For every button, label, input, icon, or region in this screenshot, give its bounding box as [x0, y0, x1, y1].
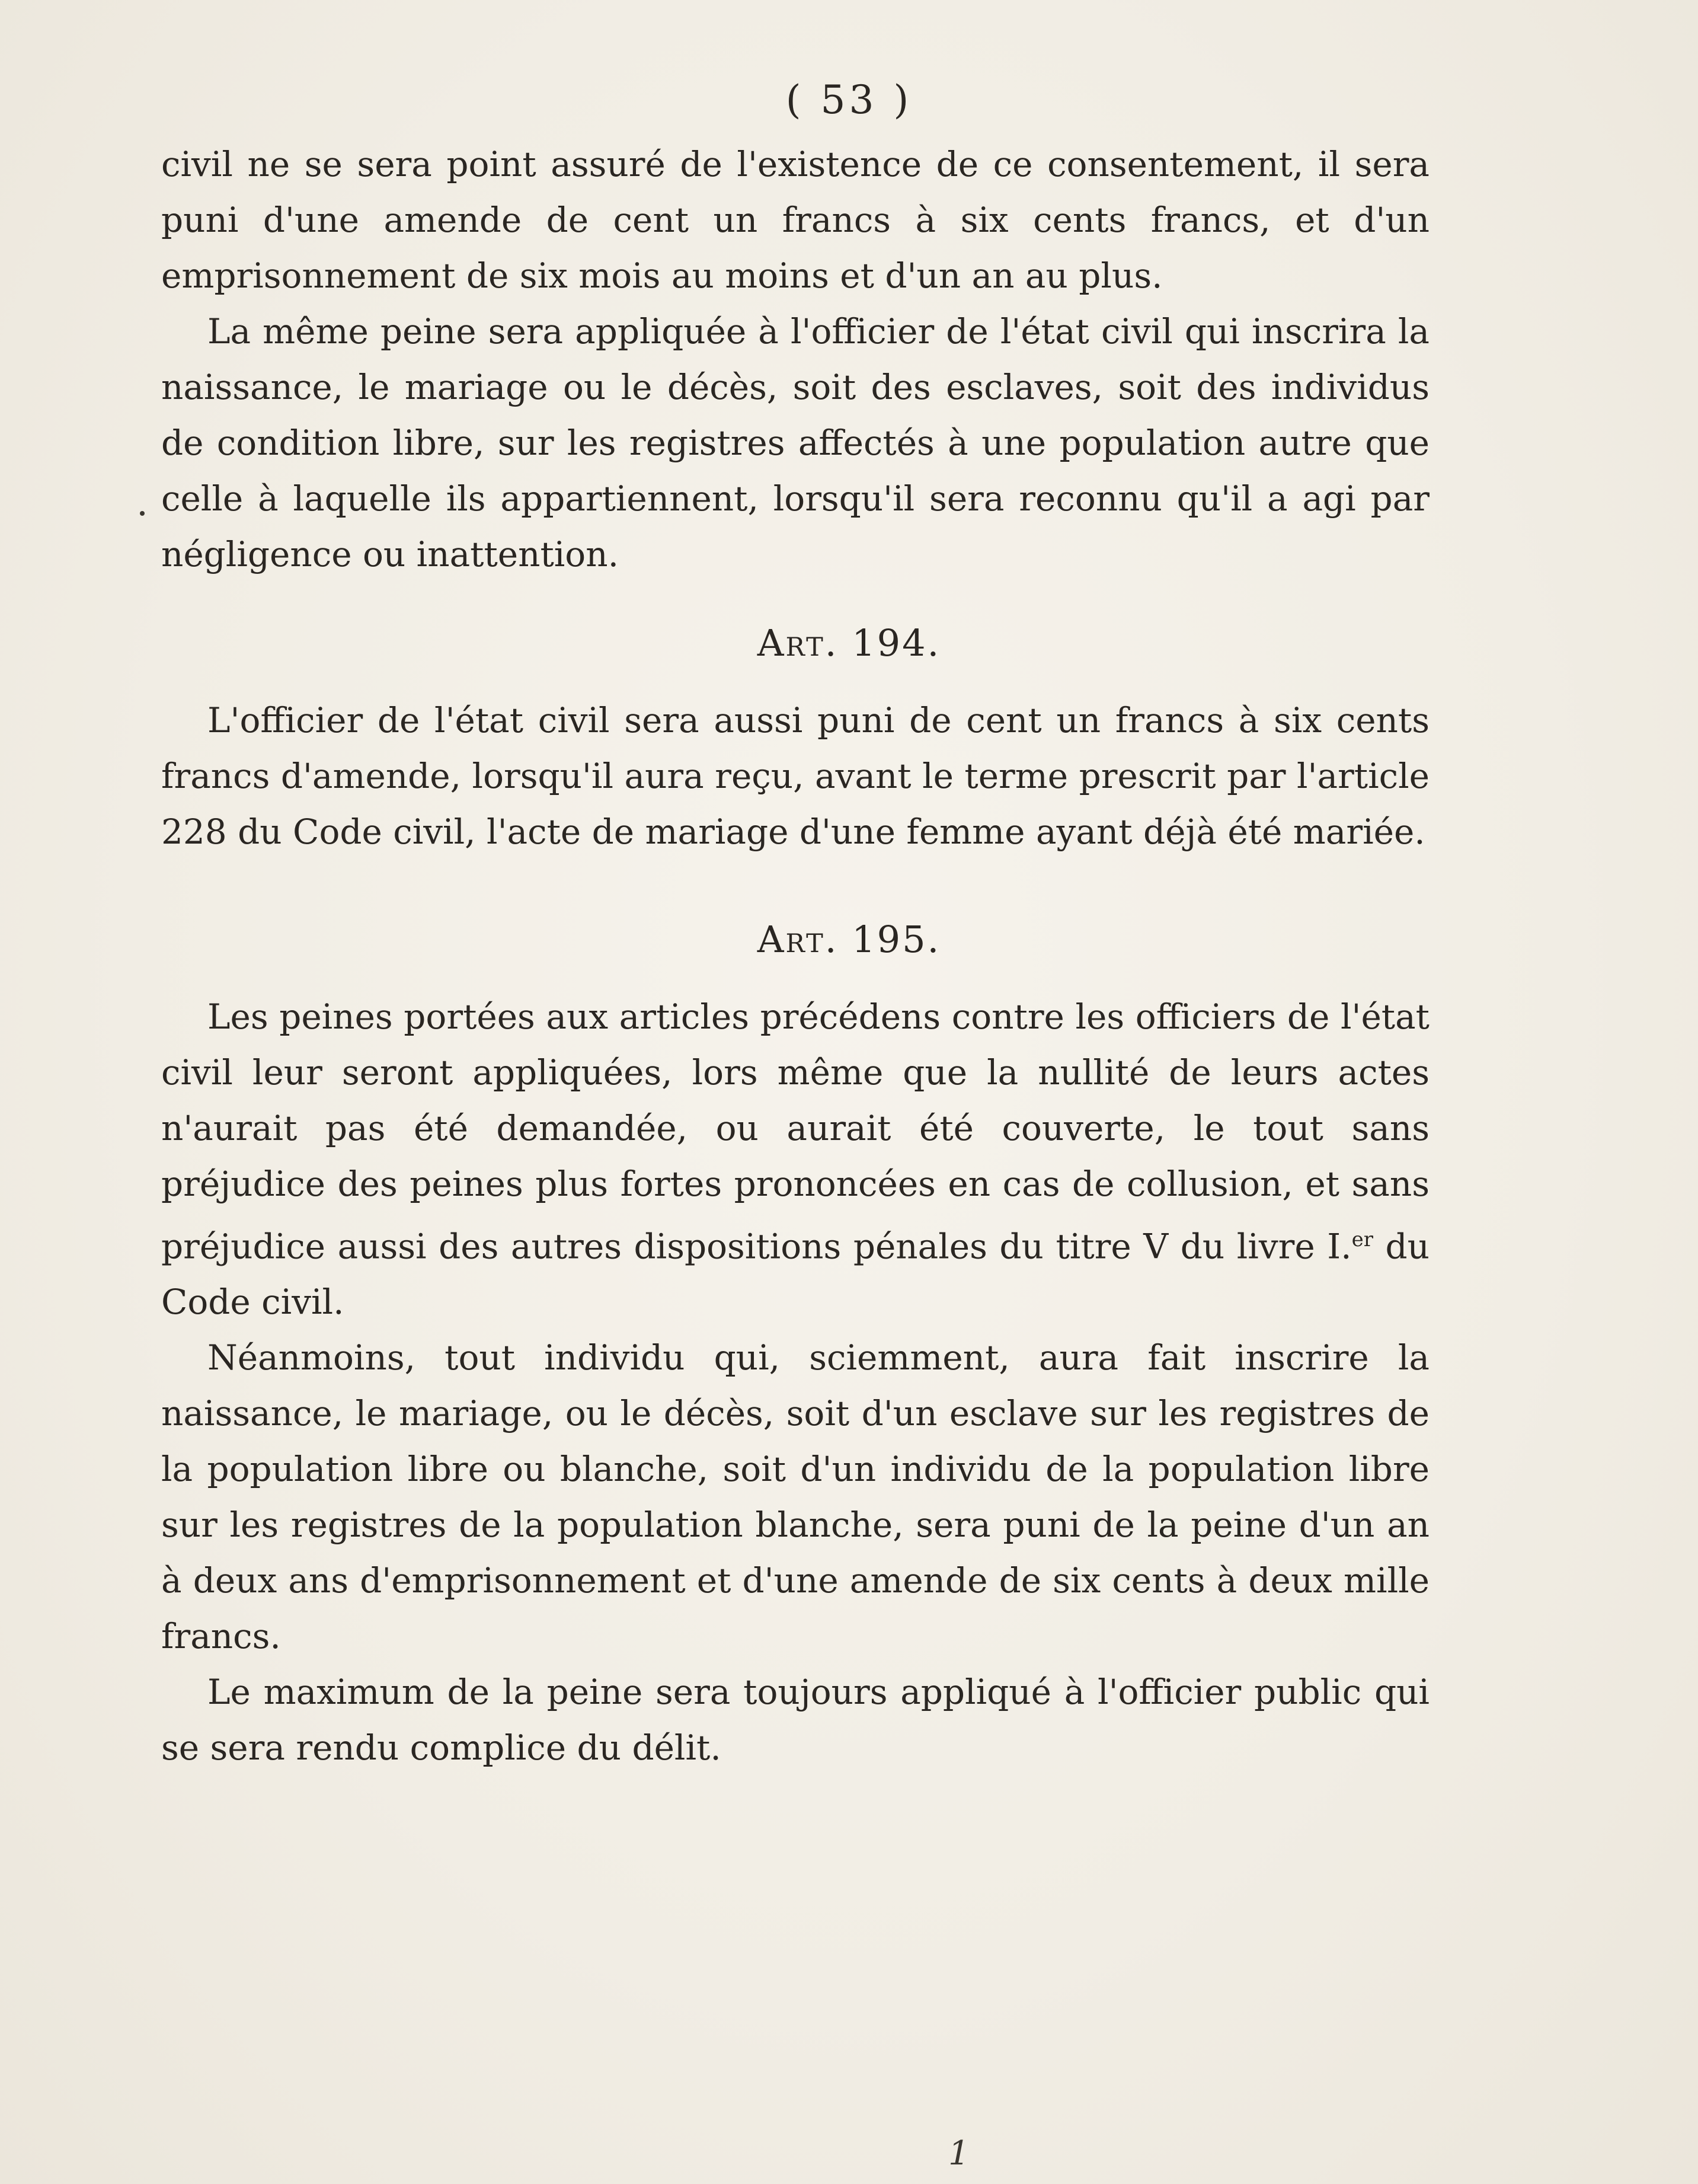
- paragraph-continuation: civil ne se sera point assuré de l'existence de ce consentement, il sera puni d'une amende de cent un francs à six cents francs, et d'un emprisonnement de six mois au moins et d'un an au plus.: [161, 144, 1430, 296]
- article-195-p1-text: Les peines portées aux articles précédens contre les officiers de l'état civil leur seront appliquées, lors même que la nullité de leurs actes n'aurait pas été demandée, ou aurait été couverte, le tout sans préjudice des peines plus fortes prononcées en cas de collusion, et sans préjudice aussi des autres dispositions pénales du titre V du livre I.: [161, 997, 1430, 1267]
- article-195-paragraph-2: Néanmoins, tout individu qui, sciemment, aura fait inscrire la naissance, le mariage, ou le décès, soit d'un esclave sur les registres de la population libre ou blanche, soit d'un individu de la population libre sur les registres de la population blanche, sera puni de la peine d'un an à deux ans d'emprisonnement et d'une amende de six cents à deux mille francs.: [161, 1337, 1430, 1657]
- paragraph-same-penalty: La même peine sera appliquée à l'officier de l'état civil qui inscrira la naissance, le mariage ou le décès, soit des esclaves, soit des individus de condition libre, sur les registres affectés à une population autre que celle à laquelle ils appartiennent, lorsqu'il sera reconnu qu'il a agi par négligence ou inattention.: [161, 311, 1430, 574]
- opening-text-block: [161, 136, 1430, 582]
- article-194-heading: Art. 194.: [757, 621, 941, 665]
- article-195-paragraph-3: Le maximum de la peine sera toujours appliqué à l'officier public qui se sera rendu complice du délit.: [161, 1672, 1430, 1768]
- article-195-heading: Art. 195.: [757, 918, 941, 961]
- superscript-er: er: [1351, 1228, 1373, 1251]
- article-195-text-block: [161, 989, 1430, 1776]
- article-194-paragraph: L'officier de l'état civil sera aussi puni de cent un francs à six cents francs d'amende, lorsqu'il aura reçu, avant le terme prescrit par l'article 228 du Code civil, l'acte de mariage d'une femme ayant déjà été mariée.: [161, 700, 1430, 852]
- article-195-p1-end: du Code civil.: [161, 1226, 1430, 1323]
- article-195-paragraph-1: [161, 989, 1430, 1330]
- ink-speck: [140, 511, 145, 516]
- article-194-text-block: [161, 692, 1430, 860]
- signature-mark: 1: [948, 2134, 970, 2173]
- page-number: ( 53 ): [785, 77, 913, 123]
